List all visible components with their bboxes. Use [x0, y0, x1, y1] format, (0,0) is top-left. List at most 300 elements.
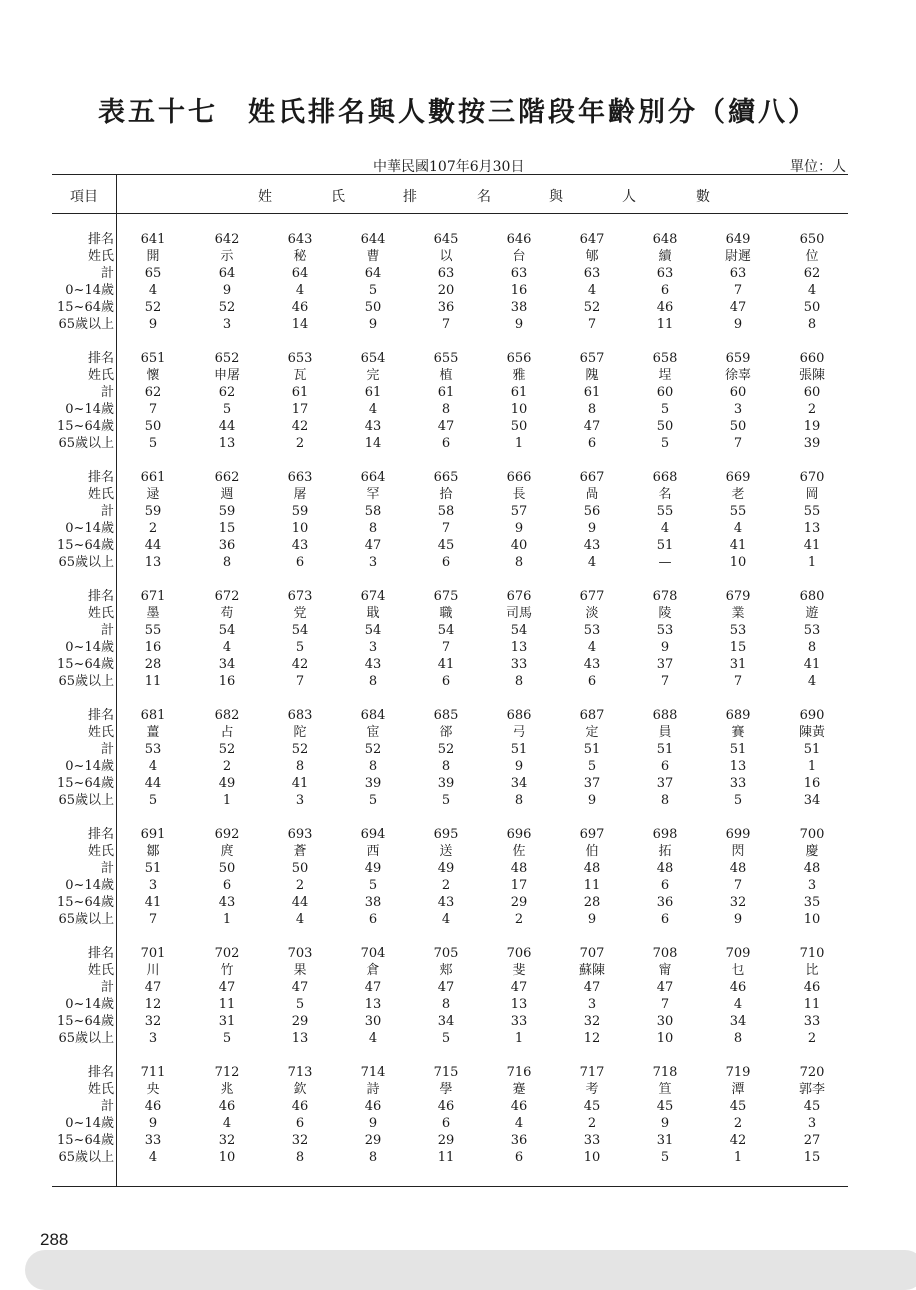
table-cell: 9: [368, 317, 378, 332]
table-cell: 5: [148, 436, 158, 451]
table-block: [52, 469, 848, 574]
table-cell: 8: [514, 555, 524, 570]
table-cell: 668: [652, 470, 678, 485]
row-label: 計: [100, 742, 114, 757]
table-cell: 庹: [220, 844, 234, 859]
table-cell: 659: [725, 351, 751, 366]
row-label: 65歲以上: [58, 1150, 114, 1165]
table-cell: 陀: [293, 725, 307, 740]
table-cell: 7: [148, 402, 158, 417]
table-cell: 643: [287, 232, 313, 247]
table-cell: 瓦: [293, 368, 307, 383]
table-cell: 54: [364, 623, 382, 638]
table-cell: 7: [441, 640, 451, 655]
table-cell: 42: [729, 1133, 747, 1148]
table-cell: 711: [140, 1065, 166, 1080]
table-cell: 16: [803, 776, 821, 791]
table-cell: 677: [579, 589, 605, 604]
table-cell: 47: [364, 980, 382, 995]
table-block: [52, 231, 848, 336]
table-cell: 張陳: [798, 368, 825, 383]
table-cell: 長: [512, 487, 526, 502]
table-cell: 658: [652, 351, 678, 366]
table-cell: 27: [803, 1133, 821, 1148]
table-cell: 43: [583, 657, 601, 672]
table-cell: 9: [514, 759, 524, 774]
table-cell: 61: [510, 385, 528, 400]
table-cell: 48: [583, 861, 601, 876]
table-cell: 52: [218, 742, 236, 757]
table-cell: 60: [656, 385, 674, 400]
table-cell: 罕: [366, 487, 380, 502]
table-cell: 党: [293, 606, 307, 621]
table-cell: 6: [514, 1150, 524, 1165]
table-cell: 37: [583, 776, 601, 791]
table-cell: 7: [733, 436, 743, 451]
table-cell: 9: [514, 521, 524, 536]
table-cell: 11: [656, 317, 674, 332]
table-cell: 3: [148, 1031, 158, 1046]
table-cell: 55: [729, 504, 747, 519]
age-65-plus-row: [52, 316, 848, 333]
table-cell: 46: [291, 1099, 309, 1114]
table-cell: 薑: [146, 725, 160, 740]
table-cell: 684: [360, 708, 386, 723]
table-cell: 8: [807, 317, 817, 332]
table-cell: 720: [799, 1065, 825, 1080]
age-0-14-row: [52, 1115, 848, 1132]
table-cell: 咼: [585, 487, 599, 502]
table-cell: 41: [729, 538, 747, 553]
table-cell: 61: [291, 385, 309, 400]
table-cell: 4: [587, 283, 597, 298]
table-cell: 戢: [366, 606, 380, 621]
table-block: [52, 588, 848, 693]
table-cell: 7: [295, 674, 305, 689]
table-cell: 6: [295, 555, 305, 570]
table-cell: 4: [368, 402, 378, 417]
table-cell: 1: [222, 912, 232, 927]
table-cell: 660: [799, 351, 825, 366]
table-cell: 648: [652, 232, 678, 247]
table-cell: 32: [218, 1133, 236, 1148]
table-cell: 40: [510, 538, 528, 553]
table-cell: 考: [585, 1082, 599, 1097]
table-cell: 41: [437, 657, 455, 672]
table-cell: 4: [514, 1116, 524, 1131]
table-cell: 9: [587, 912, 597, 927]
table-cell: 17: [291, 402, 309, 417]
table-cell: 8: [368, 1150, 378, 1165]
table-cell: 4: [733, 997, 743, 1012]
table-cell: 686: [506, 708, 532, 723]
table-cell: 666: [506, 470, 532, 485]
table-cell: 伯: [585, 844, 599, 859]
row-label: 計: [100, 980, 114, 995]
table-cell: 705: [433, 946, 459, 961]
rank-row: [52, 231, 848, 248]
row-label: 15~64歲: [57, 1014, 114, 1029]
table-cell: 4: [441, 912, 451, 927]
age-65-plus-row: [52, 673, 848, 690]
table-cell: 63: [510, 266, 528, 281]
table-cell: 8: [295, 759, 305, 774]
row-label: 姓氏: [87, 1082, 114, 1097]
table-cell: 6: [660, 912, 670, 927]
table-title: 表五十七 姓氏排名與人數按三階段年齡別分（續八）: [98, 97, 818, 128]
row-label: 65歲以上: [58, 674, 114, 689]
table-cell: 34: [437, 1014, 455, 1029]
table-cell: 業: [731, 606, 745, 621]
row-label: 0~14歲: [65, 878, 114, 893]
row-label: 65歲以上: [58, 436, 114, 451]
table-cell: 47: [291, 980, 309, 995]
table-cell: 707: [579, 946, 605, 961]
table-cell: 642: [214, 232, 240, 247]
surname-row: [52, 962, 848, 979]
table-cell: 32: [729, 895, 747, 910]
table-cell: 28: [144, 657, 162, 672]
age-65-plus-row: [52, 792, 848, 809]
table-cell: 669: [725, 470, 751, 485]
table-cell: 陵: [658, 606, 672, 621]
table-cell: 675: [433, 589, 459, 604]
age-65-plus-row: [52, 435, 848, 452]
table-date: 中華民國107年6月30日: [373, 159, 525, 175]
table-cell: 661: [140, 470, 166, 485]
table-cell: 41: [803, 657, 821, 672]
table-cell: 42: [291, 657, 309, 672]
table-cell: 4: [222, 640, 232, 655]
table-cell: 48: [510, 861, 528, 876]
table-cell: 34: [729, 1014, 747, 1029]
table-cell: 34: [218, 657, 236, 672]
row-label: 排名: [87, 708, 114, 723]
total-row: [52, 265, 848, 282]
table-cell: 29: [437, 1133, 455, 1148]
row-label: 姓氏: [87, 368, 114, 383]
table-cell: 718: [652, 1065, 678, 1080]
table-cell: 14: [364, 436, 382, 451]
table-cell: 甯: [658, 963, 672, 978]
table-cell: 694: [360, 827, 386, 842]
table-cell: 6: [660, 283, 670, 298]
table-cell: 48: [729, 861, 747, 876]
table-cell: 4: [148, 283, 158, 298]
table-cell: 郤: [439, 725, 453, 740]
table-cell: 1: [807, 759, 817, 774]
table-cell: 28: [583, 895, 601, 910]
table-cell: 3: [295, 793, 305, 808]
table-cell: 7: [587, 317, 597, 332]
table-cell: 704: [360, 946, 386, 961]
table-cell: 41: [144, 895, 162, 910]
row-label: 0~14歲: [65, 283, 114, 298]
table-cell: 49: [437, 861, 455, 876]
table-cell: 44: [291, 895, 309, 910]
table-cell: 17: [510, 878, 528, 893]
table-cell: 41: [803, 538, 821, 553]
table-cell: 8: [222, 555, 232, 570]
table-cell: 果: [293, 963, 307, 978]
table-cell: 郇: [585, 249, 599, 264]
table-cell: 2: [807, 402, 817, 417]
age-15-64-row: [52, 299, 848, 316]
table-cell: 55: [656, 504, 674, 519]
table-cell: 3: [807, 1116, 817, 1131]
table-cell: 649: [725, 232, 751, 247]
row-label: 15~64歲: [57, 419, 114, 434]
table-cell: 655: [433, 351, 459, 366]
table-cell: 48: [656, 861, 674, 876]
table-cell: 681: [140, 708, 166, 723]
row-label: 65歲以上: [58, 1031, 114, 1046]
table-cell: 6: [441, 555, 451, 570]
table-cell: 703: [287, 946, 313, 961]
table-cell: 6: [587, 674, 597, 689]
table-cell: 拓: [658, 844, 672, 859]
table-cell: 3: [222, 317, 232, 332]
table-cell: 4: [807, 674, 817, 689]
age-0-14-row: [52, 758, 848, 775]
rank-row: [52, 588, 848, 605]
table-cell: 宦: [366, 725, 380, 740]
table-cell: 3: [368, 555, 378, 570]
table-cell: 13: [291, 1031, 309, 1046]
table-cell: 19: [803, 419, 821, 434]
table-cell: 16: [144, 640, 162, 655]
table-cell: 15: [803, 1150, 821, 1165]
table-cell: 老: [731, 487, 745, 502]
table-cell: 37: [656, 657, 674, 672]
table-cell: 墨: [146, 606, 160, 621]
table-cell: 683: [287, 708, 313, 723]
table-cell: 5: [587, 759, 597, 774]
table-cell: 隗: [585, 368, 599, 383]
table-cell: 35: [803, 895, 821, 910]
table-cell: 54: [218, 623, 236, 638]
table-cell: 36: [218, 538, 236, 553]
table-cell: 郏: [439, 963, 453, 978]
table-cell: 苟: [220, 606, 234, 621]
table-cell: 50: [364, 300, 382, 315]
header-char: 氏: [331, 189, 345, 205]
table-cell: 7: [733, 878, 743, 893]
table-cell: 徐辜: [724, 368, 751, 383]
age-65-plus-row: [52, 554, 848, 571]
table-cell: 676: [506, 589, 532, 604]
table-cell: 33: [803, 1014, 821, 1029]
table-cell: 郭李: [798, 1082, 825, 1097]
table-cell: 31: [729, 657, 747, 672]
age-0-14-row: [52, 401, 848, 418]
table-cell: 695: [433, 827, 459, 842]
row-label: 0~14歲: [65, 402, 114, 417]
table-cell: 20: [437, 283, 455, 298]
age-65-plus-row: [52, 911, 848, 928]
row-label: 排名: [87, 470, 114, 485]
table-cell: 45: [656, 1099, 674, 1114]
header-char: 數: [696, 189, 710, 205]
table-cell: 8: [514, 674, 524, 689]
surname-row: [52, 843, 848, 860]
table-cell: 715: [433, 1065, 459, 1080]
table-cell: 5: [660, 402, 670, 417]
table-cell: 45: [437, 538, 455, 553]
total-row: [52, 860, 848, 877]
row-label: 計: [100, 623, 114, 638]
table-cell: 6: [368, 912, 378, 927]
table-cell: 698: [652, 827, 678, 842]
table-cell: 46: [364, 1099, 382, 1114]
table-cell: 685: [433, 708, 459, 723]
table-cell: 員: [658, 725, 672, 740]
table-cell: 29: [364, 1133, 382, 1148]
table-cell: 13: [364, 997, 382, 1012]
table-cell: 45: [583, 1099, 601, 1114]
table-cell: 47: [218, 980, 236, 995]
table-cell: 9: [587, 521, 597, 536]
table-cell: 2: [222, 759, 232, 774]
table-cell: 4: [295, 912, 305, 927]
table-cell: 50: [656, 419, 674, 434]
age-0-14-row: [52, 877, 848, 894]
row-label: 排名: [87, 1065, 114, 1080]
table-cell: 7: [148, 912, 158, 927]
table-cell: 11: [218, 997, 236, 1012]
table-cell: 60: [729, 385, 747, 400]
table-cell: 51: [583, 742, 601, 757]
table-block: [52, 350, 848, 455]
table-cell: 15: [729, 640, 747, 655]
table-cell: 7: [441, 317, 451, 332]
table-bottom-rule: [52, 1186, 848, 1187]
table-cell: 5: [295, 640, 305, 655]
row-label: 65歲以上: [58, 912, 114, 927]
row-label: 15~64歲: [57, 776, 114, 791]
table-cell: 39: [364, 776, 382, 791]
table-cell: 32: [144, 1014, 162, 1029]
table-cell: 47: [364, 538, 382, 553]
table-cell: 13: [218, 436, 236, 451]
page-number: 288: [40, 1230, 69, 1249]
table-cell: 4: [807, 283, 817, 298]
table-cell: 674: [360, 589, 386, 604]
table-cell: 33: [510, 657, 528, 672]
table-cell: 62: [218, 385, 236, 400]
table-cell: 42: [291, 419, 309, 434]
table-cell: —: [658, 555, 672, 570]
table-cell: 60: [803, 385, 821, 400]
table-cell: 652: [214, 351, 240, 366]
table-cell: 57: [510, 504, 528, 519]
table-cell: 8: [514, 793, 524, 808]
table-cell: 46: [218, 1099, 236, 1114]
table-cell: 欽: [293, 1082, 307, 1097]
table-cell: 拾: [439, 487, 453, 502]
table-cell: 651: [140, 351, 166, 366]
age-15-64-row: [52, 894, 848, 911]
table-cell: 1: [807, 555, 817, 570]
row-label: 0~14歲: [65, 759, 114, 774]
table-cell: 46: [144, 1099, 162, 1114]
table-cell: 4: [733, 521, 743, 536]
table-cell: 673: [287, 589, 313, 604]
table-cell: 50: [510, 419, 528, 434]
table-cell: 63: [583, 266, 601, 281]
table-cell: 36: [656, 895, 674, 910]
table-cell: 13: [510, 640, 528, 655]
table-cell: 陳黃: [798, 725, 825, 740]
table-cell: 671: [140, 589, 166, 604]
table-cell: 9: [514, 317, 524, 332]
total-row: [52, 503, 848, 520]
table-cell: 2: [295, 436, 305, 451]
table-cell: 31: [218, 1014, 236, 1029]
row-label: 排名: [87, 946, 114, 961]
table-cell: 5: [148, 793, 158, 808]
row-label: 排名: [87, 827, 114, 842]
table-cell: 13: [510, 997, 528, 1012]
table-cell: 653: [287, 351, 313, 366]
table-cell: 11: [583, 878, 601, 893]
row-label: 計: [100, 266, 114, 281]
table-cell: 48: [803, 861, 821, 876]
table-cell: 7: [733, 283, 743, 298]
table-cell: 佐: [512, 844, 526, 859]
header-rule: [52, 213, 848, 214]
table-cell: 58: [364, 504, 382, 519]
age-15-64-row: [52, 537, 848, 554]
table-cell: 53: [803, 623, 821, 638]
table-cell: 702: [214, 946, 240, 961]
table-cell: 1: [733, 1150, 743, 1165]
rank-row: [52, 1064, 848, 1081]
table-cell: 慶: [805, 844, 819, 859]
table-cell: 1: [222, 793, 232, 808]
table-cell: 714: [360, 1065, 386, 1080]
total-row: [52, 1098, 848, 1115]
age-65-plus-row: [52, 1030, 848, 1047]
table-cell: 16: [510, 283, 528, 298]
table-cell: 埕: [658, 368, 672, 383]
table-cell: 岡: [805, 487, 819, 502]
table-cell: 50: [729, 419, 747, 434]
table-cell: 4: [587, 555, 597, 570]
row-label: 0~14歲: [65, 1116, 114, 1131]
table-cell: 3: [587, 997, 597, 1012]
table-cell: 650: [799, 232, 825, 247]
table-cell: 賽: [731, 725, 745, 740]
table-cell: 52: [291, 742, 309, 757]
table-cell: 45: [803, 1099, 821, 1114]
table-cell: 2: [733, 1116, 743, 1131]
table-cell: 54: [510, 623, 528, 638]
table-cell: 3: [807, 878, 817, 893]
table-cell: 8: [807, 640, 817, 655]
table-cell: 3: [148, 878, 158, 893]
row-label: 15~64歲: [57, 895, 114, 910]
table-cell: 職: [439, 606, 453, 621]
table-cell: 680: [799, 589, 825, 604]
table-cell: 7: [441, 521, 451, 536]
table-cell: 682: [214, 708, 240, 723]
rank-row: [52, 707, 848, 724]
table-cell: 5: [222, 1031, 232, 1046]
row-label: 15~64歲: [57, 300, 114, 315]
table-cell: 5: [441, 1031, 451, 1046]
table-cell: 34: [510, 776, 528, 791]
